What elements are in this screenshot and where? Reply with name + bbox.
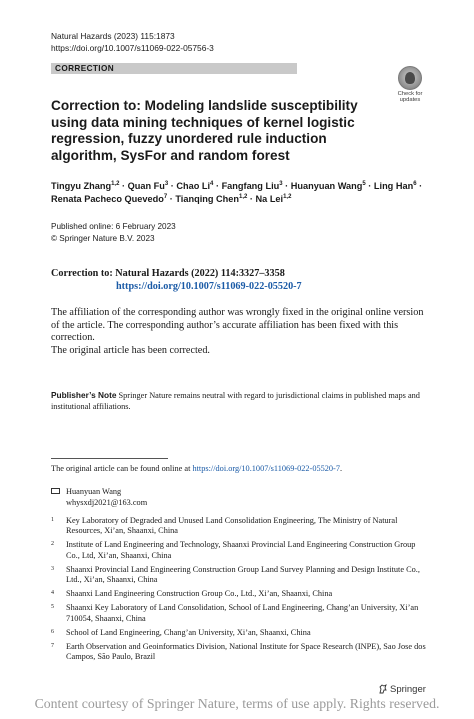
affiliation-item (51, 565, 426, 585)
author-name: Chao Li (176, 181, 211, 191)
journal-citation: Natural Hazards (2023) 115:1873 (51, 31, 175, 41)
affiliation-list (51, 516, 426, 666)
springer-horse-icon (378, 684, 388, 694)
affiliation-text: Shaanxi Provincial Land Engineering Construction Group Land Survey Planning and Design Institute Co., Ltd., Xi’an, Shaanxi, China (66, 564, 420, 585)
badge-line2: updates (399, 97, 421, 104)
affiliation-number: 3 (51, 565, 54, 572)
affiliation-number: 2 (51, 541, 54, 548)
author-affiliation-sup: 1,2 (111, 180, 120, 187)
affiliation-item (51, 642, 426, 662)
envelope-icon (51, 488, 60, 494)
article-type-bar (51, 63, 297, 74)
original-article-note (51, 463, 426, 474)
author-separator: · (167, 194, 176, 204)
author-affiliation-sup: 6 (413, 180, 417, 187)
correction-heading (51, 268, 431, 293)
author-separator: · (213, 181, 222, 191)
author-separator: · (365, 181, 374, 191)
author-list (51, 180, 431, 206)
author-separator: · (119, 181, 128, 191)
affiliation-number: 5 (51, 604, 54, 611)
author-name: Tingyu Zhang (51, 181, 112, 191)
affiliation-number: 1 (51, 517, 54, 523)
article-title: Correction to: Modeling landslide susceptibility using data mining techniques of kernel logistic regression, fuzzy unordered rule induction algorithm, SysFor and random forest (51, 98, 358, 163)
springer-logo-text: Springer (390, 684, 426, 695)
check-for-updates-icon (398, 66, 422, 90)
affiliation-item (51, 516, 426, 536)
original-article-suffix: . (339, 464, 343, 473)
publisher-note (51, 390, 426, 412)
contact-name: Huanyuan Wang (66, 487, 122, 496)
affiliation-text: Earth Observation and Geoinformatics Division, National Institute for Space Research (INPE), Sao Jose dos Campos, São Paulo, Brazil (66, 642, 426, 662)
contact-email[interactable]: whysxdj2021@163.com (66, 498, 148, 507)
author-separator: · (416, 181, 423, 191)
footnote-divider (51, 458, 168, 459)
publisher-note-label: Publisher’s Note (51, 390, 117, 400)
author-separator: · (247, 194, 256, 204)
author-name: Tianqing Chen (175, 194, 239, 204)
body-paragraph-2: The original article has been corrected. (51, 344, 210, 356)
correction-doi-link[interactable]: https://doi.org/10.1007/s11069-022-05520-7 (116, 280, 302, 292)
journal-doi[interactable]: https://doi.org/10.1007/s11069-022-05756-3 (51, 42, 214, 53)
corresponding-author (51, 486, 147, 508)
author-name: Fangfang Liu (221, 181, 280, 191)
author-separator: · (168, 181, 177, 191)
author-affiliation-sup: 1,2 (239, 193, 248, 200)
publisher-note-text: Springer Nature remains neutral with regard to jurisdictional claims in published maps and institutional affiliations. (51, 391, 420, 412)
affiliation-item (51, 628, 426, 638)
affiliation-item (51, 589, 426, 599)
journal-header (51, 31, 214, 54)
author-name: Huanyuan Wang (290, 181, 363, 191)
badge-line1: Check for (397, 91, 423, 97)
springer-logo (378, 684, 426, 695)
affiliation-text: Shaanxi Land Engineering Construction Group Co., Ltd., Xi’an, Shaanxi, China (66, 589, 333, 599)
author-name: Na Lei (255, 194, 284, 204)
author-affiliation-sup: 4 (210, 180, 214, 187)
affiliation-number: 4 (51, 590, 54, 597)
affiliation-item (51, 603, 426, 623)
author-affiliation-sup: 3 (279, 180, 283, 187)
affiliation-text: School of Land Engineering, Chang’an University, Xi’an, Shaanxi, China (66, 627, 311, 637)
author-separator: · (282, 181, 291, 191)
author-name: Ling Han (373, 181, 414, 191)
original-article-prefix: The original article can be found online at (51, 464, 191, 473)
published-date: Published online: 6 February 2023 (51, 222, 176, 231)
affiliation-text: Institute of Land Engineering and Technology, Shaanxi Provincial Land Engineering Construction Group Co., Ltd, Xi’an, Shaanxi, China (66, 540, 416, 560)
body-paragraph-1: The affiliation of the corresponding author was wrongly fixed in the original online version of the article. The corresponding author’s accurate affiliation has been fixed with this correction. (51, 307, 424, 344)
article-type-label: CORRECTION (55, 64, 115, 73)
affiliation-text: Shaanxi Key Laboratory of Land Consolidation, School of Land Engineering, Chang’an University, Xi’an 710054, Shaanxi, China (66, 603, 419, 623)
author-affiliation-sup: 1,2 (283, 193, 292, 200)
copyright: © Springer Nature B.V. 2023 (51, 233, 155, 243)
check-for-updates-badge[interactable] (392, 66, 428, 104)
publication-info (51, 221, 176, 244)
affiliation-item (51, 540, 426, 560)
author-name: Renata Pacheco Quevedo (51, 194, 164, 204)
check-for-updates-text (392, 91, 428, 104)
author-affiliation-sup: 7 (163, 193, 168, 200)
correction-citation: Correction to: Natural Hazards (2022) 114:3327–3358 (51, 268, 285, 279)
author-affiliation-sup: 5 (362, 180, 366, 187)
page-footer: Content courtesy of Springer Nature, terms of use apply. Rights reserved. (34, 696, 440, 711)
author-name: Quan Fu (127, 181, 165, 191)
author-affiliation-sup: 3 (164, 180, 169, 187)
affiliation-text: Key Laboratory of Degraded and Unused Land Consolidation Engineering, The Ministry of Natural Resources, Xi’an, Shaanxi, China (66, 516, 398, 536)
affiliation-number: 7 (51, 643, 54, 650)
affiliation-number: 6 (51, 628, 54, 635)
original-article-link[interactable]: https://doi.org/10.1007/s11069-022-05520-7 (192, 464, 340, 473)
body-text (51, 307, 426, 357)
